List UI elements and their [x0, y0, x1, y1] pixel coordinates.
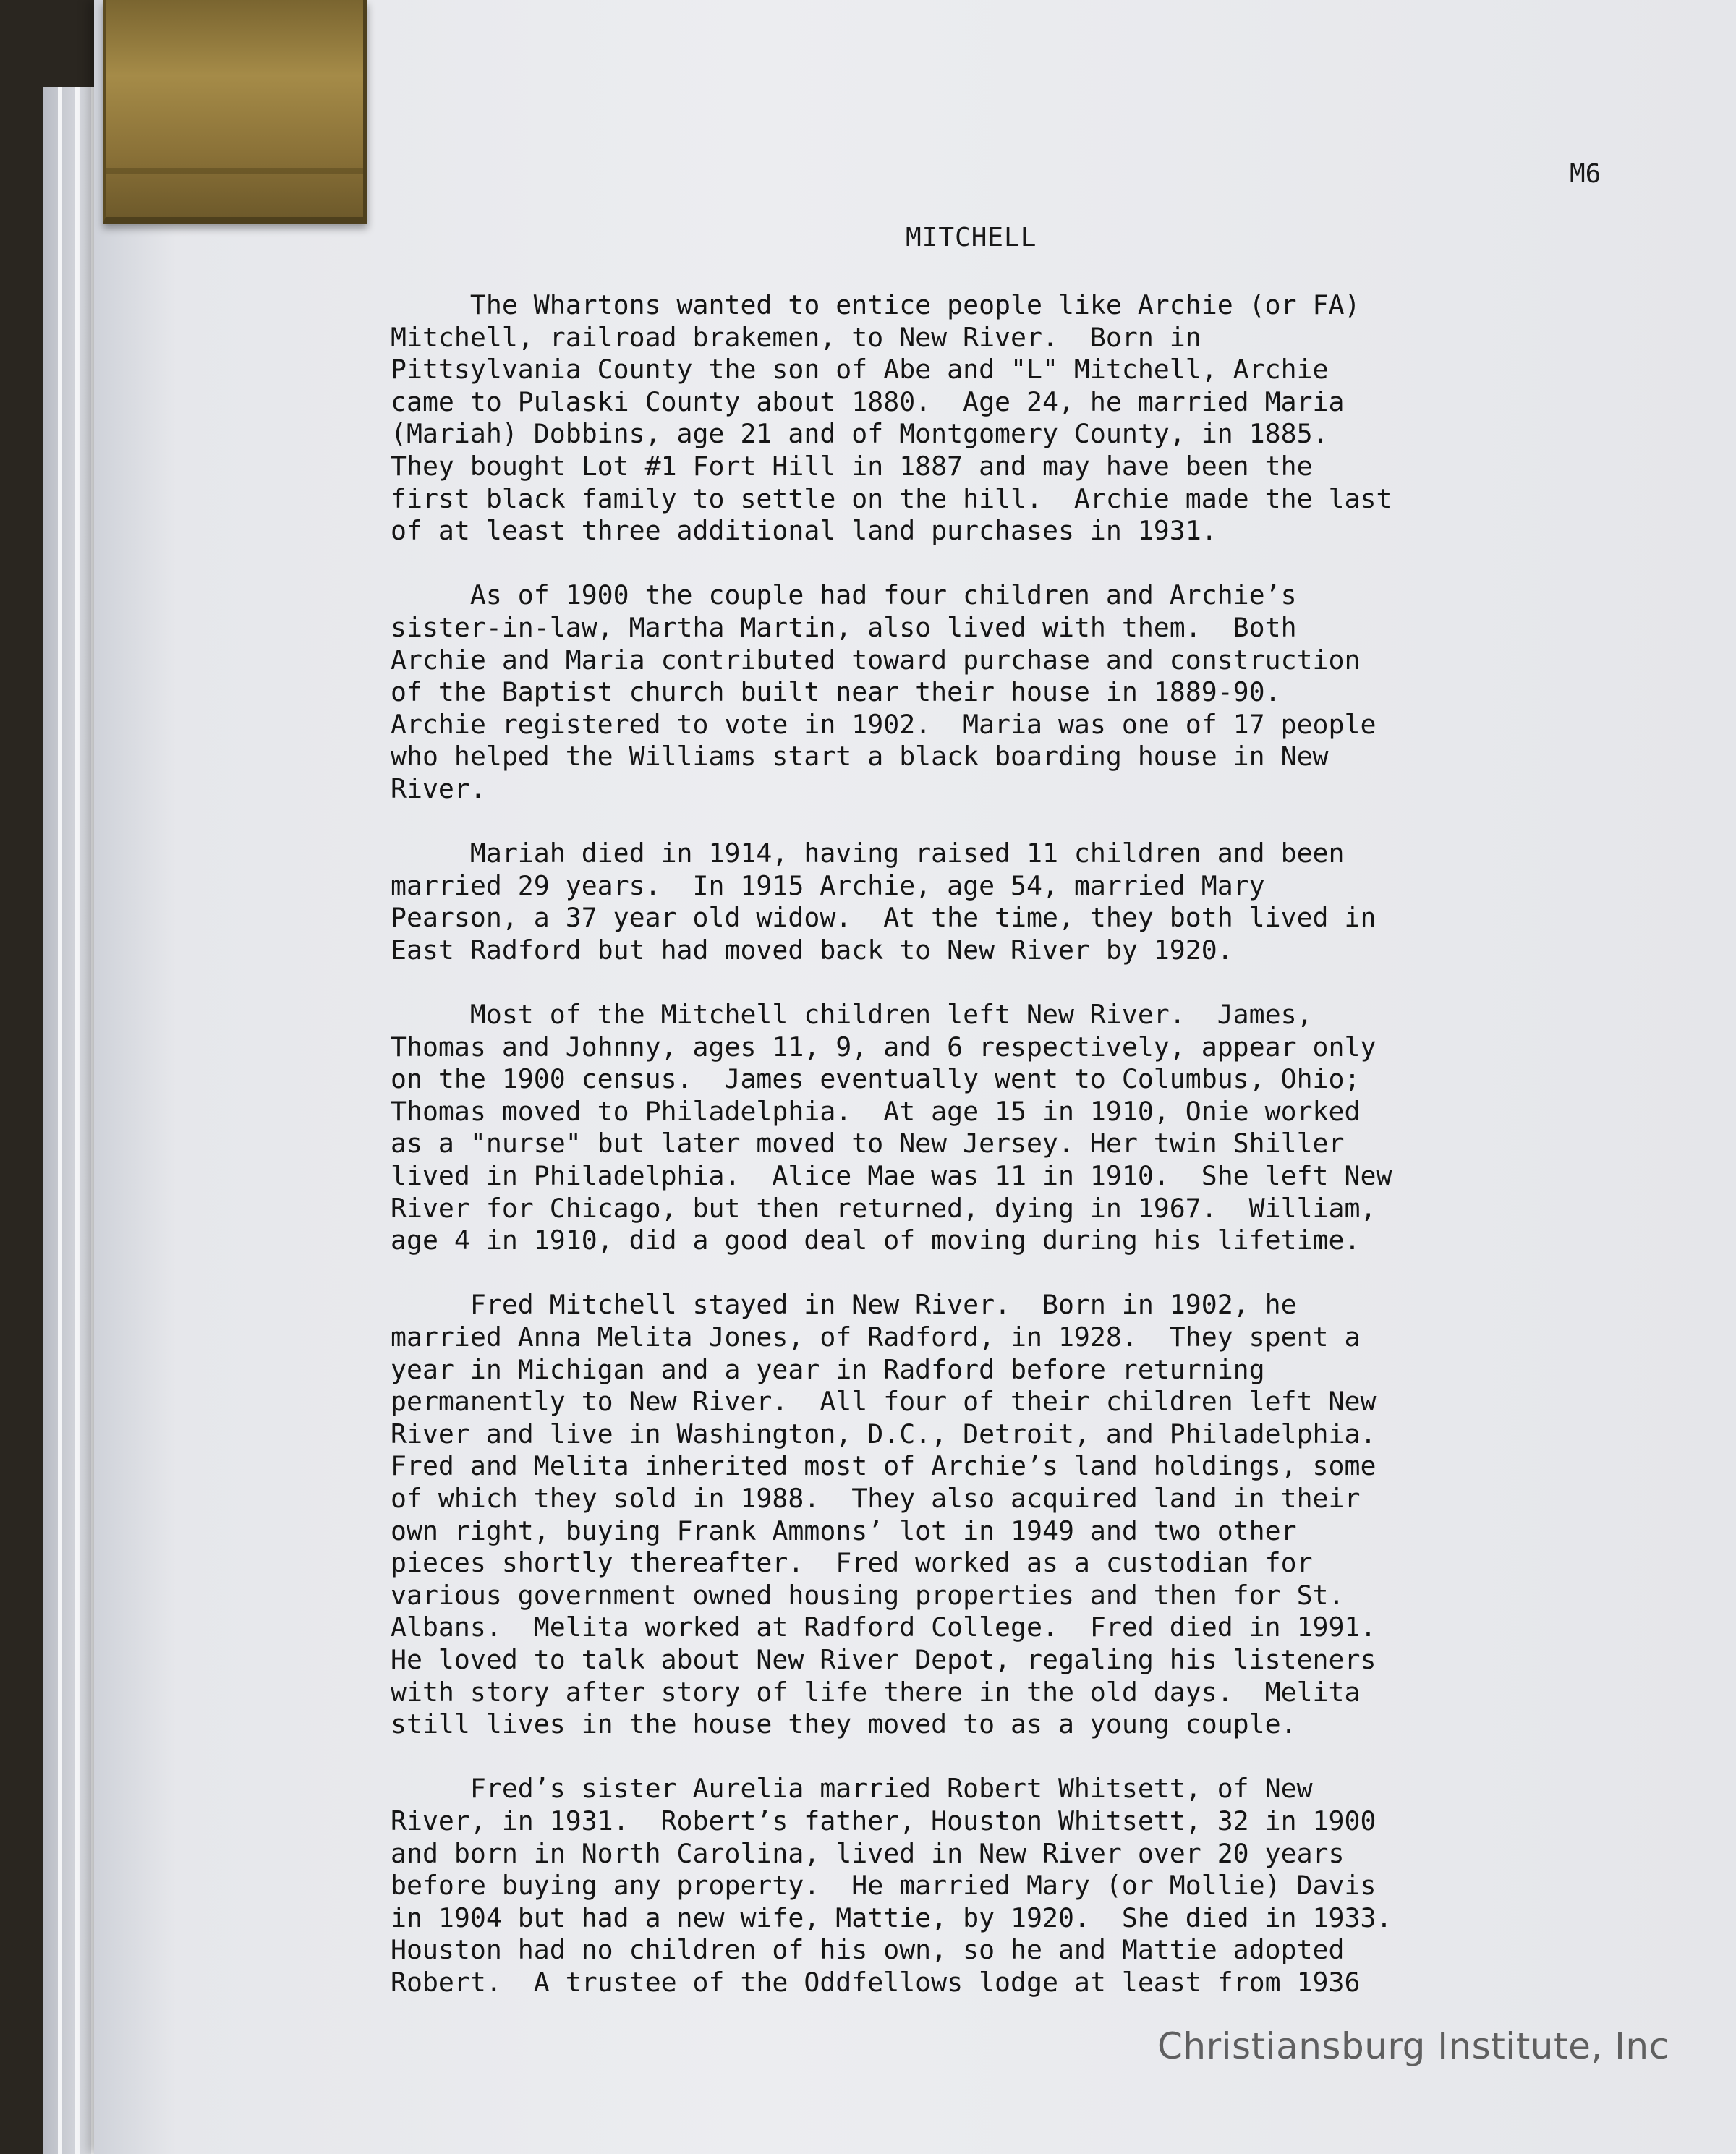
paragraph — [391, 579, 1678, 805]
text-line: Fred and Melita inherited most of Archie’s land holdings, some — [391, 1450, 1377, 1482]
text-line: (Mariah) Dobbins, age 21 and of Montgomery County, in 1885. — [391, 418, 1329, 450]
text-line: He loved to talk about New River Depot, regaling his listeners — [391, 1643, 1377, 1675]
text-line: of which they sold in 1988. They also acquired land in their — [391, 1482, 1361, 1514]
text-line: Fred Mitchell stayed in New River. Born in 1902, he — [391, 1289, 1297, 1321]
text-line: Most of the Mitchell children left New River. James, — [391, 999, 1313, 1031]
text-line: Albans. Melita worked at Radford College. Fred died in 1991. — [391, 1612, 1377, 1643]
text-line: River, in 1931. Robert’s father, Houston Whitsett, 32 in 1900 — [391, 1805, 1377, 1836]
text-line: Pittsylvania County the son of Abe and "L" Mitchell, Archie — [391, 354, 1329, 386]
text-line: River. — [391, 772, 486, 804]
text-line: Archie registered to vote in 1902. Maria was one of 17 people — [391, 708, 1377, 740]
text-line: Mariah died in 1914, having raised 11 children and been — [391, 838, 1345, 869]
text-line: came to Pulaski County about 1880. Age 24, he married Maria — [391, 386, 1345, 417]
text-line: in 1904 but had a new wife, Mattie, by 1920. She died in 1933. — [391, 1902, 1392, 1933]
text-line: married 29 years. In 1915 Archie, age 54, married Mary — [391, 869, 1265, 901]
text-line: They bought Lot #1 Fort Hill in 1887 and may have been the — [391, 450, 1313, 482]
text-line: Thomas moved to Philadelphia. At age 15 in 1910, Onie worked — [391, 1095, 1361, 1127]
text-line: Robert. A trustee of the Oddfellows lodge at least from 1936 — [391, 1966, 1361, 1998]
paragraph — [391, 1289, 1678, 1740]
binder-clip — [103, 0, 367, 224]
page-number: M6 — [1570, 159, 1601, 189]
text-line: various government owned housing properties and then for St. — [391, 1579, 1345, 1611]
text-line: Archie and Maria contributed toward purchase and construction — [391, 644, 1361, 676]
text-line: own right, buying Frank Ammons’ lot in 1949 and two other — [391, 1515, 1297, 1546]
document-title: MITCHELL — [906, 223, 1037, 252]
binder-clip-fold — [106, 168, 363, 174]
paragraph — [391, 999, 1678, 1257]
text-line: River and live in Washington, D.C., Detroit, and Philadelphia. — [391, 1418, 1377, 1450]
text-line: sister-in-law, Martha Martin, also lived with them. Both — [391, 611, 1297, 643]
text-line: of the Baptist church built near their house in 1889-90. — [391, 676, 1281, 708]
text-line: permanently to New River. All four of their children left New — [391, 1386, 1377, 1418]
text-line: Fred’s sister Aurelia married Robert Whitsett, of New — [391, 1773, 1313, 1805]
paper-stack-edge — [58, 87, 62, 2154]
text-line: and born in North Carolina, lived in New River over 20 years — [391, 1837, 1345, 1869]
text-line: married Anna Melita Jones, of Radford, in 1928. They spent a — [391, 1321, 1361, 1353]
text-line: Thomas and Johnny, ages 11, 9, and 6 respectively, appear only — [391, 1031, 1377, 1063]
text-line: The Whartons wanted to entice people like Archie (or FA) — [391, 289, 1361, 320]
paper-stack-edge — [75, 87, 80, 2154]
text-line: with story after story of life there in the old days. Melita — [391, 1676, 1361, 1708]
text-line: Houston had no children of his own, so he and Mattie adopted — [391, 1934, 1345, 1966]
text-line: on the 1900 census. James eventually went to Columbus, Ohio; — [391, 1063, 1361, 1095]
paragraph — [391, 1773, 1678, 1998]
text-line: who helped the Williams start a black boarding house in New — [391, 741, 1329, 772]
text-line: As of 1900 the couple had four children and Archie’s — [391, 579, 1297, 611]
text-line: East Radford but had moved back to New River by 1920. — [391, 934, 1233, 966]
text-line: lived in Philadelphia. Alice Mae was 11 in 1910. She left New — [391, 1160, 1392, 1192]
text-line: still lives in the house they moved to as a young couple. — [391, 1708, 1297, 1740]
text-line: pieces shortly thereafter. Fred worked as a custodian for — [391, 1547, 1313, 1579]
text-line: age 4 in 1910, did a good deal of moving during his lifetime. — [391, 1225, 1361, 1256]
paragraph — [391, 289, 1678, 548]
text-line: first black family to settle on the hill. Archie made the last — [391, 482, 1392, 514]
text-line: Mitchell, railroad brakemen, to New River. Born in — [391, 321, 1201, 353]
text-line: of at least three additional land purchases in 1931. — [391, 515, 1217, 547]
text-line: year in Michigan and a year in Radford before returning — [391, 1353, 1265, 1385]
text-line: before buying any property. He married Mary (or Mollie) Davis — [391, 1870, 1377, 1902]
watermark: Christiansburg Institute, Inc — [1157, 2025, 1669, 2067]
text-line: as a "nurse" but later moved to New Jersey. Her twin Shiller — [391, 1128, 1345, 1159]
document-body — [391, 289, 1678, 2031]
text-line: River for Chicago, but then returned, dying in 1967. William, — [391, 1192, 1377, 1224]
text-line: Pearson, a 37 year old widow. At the time, they both lived in — [391, 902, 1377, 934]
paragraph — [391, 838, 1678, 966]
